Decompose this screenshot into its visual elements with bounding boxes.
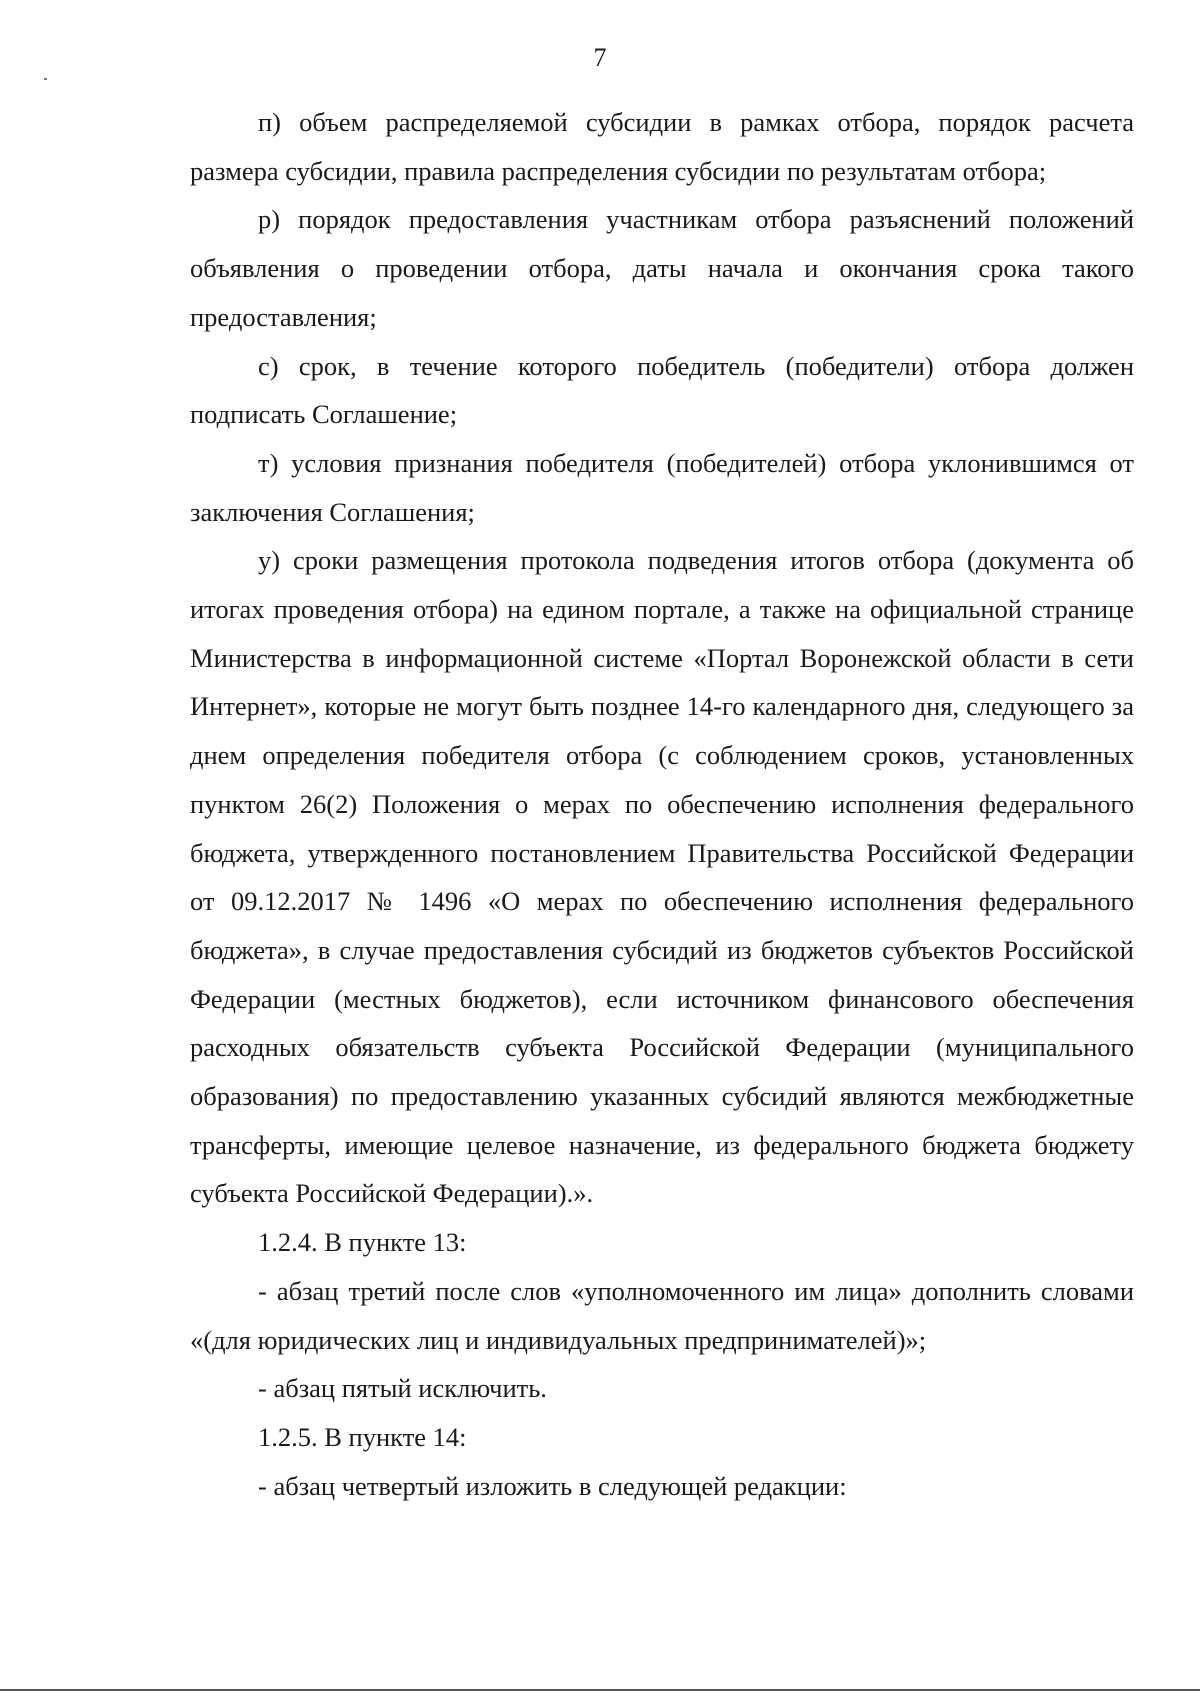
paragraph-item-r: р) порядок предоставления участникам отбора разъяснений положений объявления о проведении отбора, даты начала и окончания срока такого предоставления; bbox=[190, 204, 1134, 332]
scan-bottom-edge bbox=[0, 1689, 1200, 1691]
paragraph-item-p: п) объем распределяемой субсидии в рамках отбора, порядок расчета размера субсидии, правила распределения субсидии по результатам отбора; bbox=[190, 107, 1134, 186]
paragraph-amend-para-4: - абзац четвертый изложить в следующей редакции: bbox=[258, 1470, 847, 1501]
page-number: 7 bbox=[593, 43, 607, 72]
scan-speck bbox=[44, 78, 47, 80]
paragraph-amend-para-5: - абзац пятый исключить. bbox=[258, 1373, 547, 1404]
paragraph-section-1-2-5: 1.2.5. В пункте 14: bbox=[258, 1421, 467, 1452]
paragraph-item-s: с) срок, в течение которого победитель (победители) отбора должен подписать Соглашение; bbox=[190, 350, 1134, 430]
paragraph-item-t: т) условия признания победителя (победителей) отбора уклонившимся от заключения Соглашения; bbox=[190, 447, 1134, 527]
document-body bbox=[190, 98, 1134, 1510]
paragraph-item-u: у) сроки размещения протокола подведения итогов отбора (документа об итогах проведения отбора) на едином портале, а также на официальной странице Министерства в информационной системе «Портал Воронежской области в сети Интернет», которые не могут быть позднее 14-го календарного дня, следующего за днем определения победителя отбора (с соблюдением сроков, установленных пунктом 26(2) Положения о мерах по обеспечению исполнения федерального бюджета, утвержденного постановлением Правительства Российской Федерации от 09.12.2017 № 1496 «О мерах по обеспечению исполнения федерального бюджета», в случае предоставления субсидий из бюджетов субъектов Российской Федерации (местных бюджетов), если источником финансового обеспечения расходных обязательств субъекта Российской Федерации (муниципального образования) по предоставлению указанных субсидий являются межбюджетные трансферты, имеющие целевое назначение, из федерального бюджета бюджету субъекта Российской Федерации).». bbox=[190, 545, 1134, 1209]
paragraph-section-1-2-4: 1.2.4. В пункте 13: bbox=[258, 1227, 467, 1258]
paragraph-amend-para-3: - абзац третий после слов «уполномоченного им лица» дополнить словами «(для юридических лиц и индивидуальных предпринимателей)»; bbox=[190, 1275, 1134, 1355]
